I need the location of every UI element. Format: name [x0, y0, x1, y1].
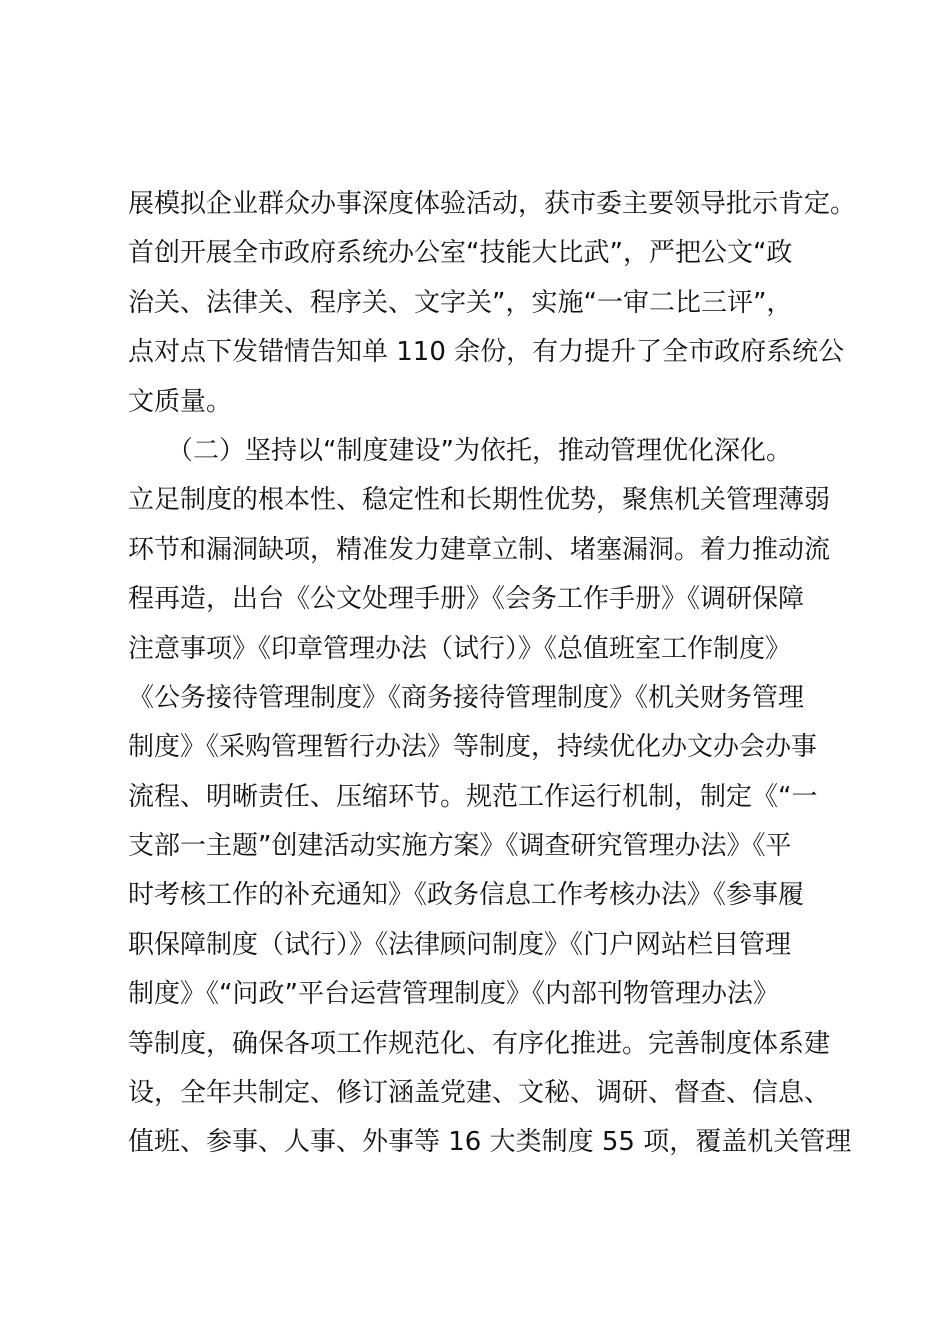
text-line: 环节和漏洞缺项，精准发力建章立制、堵塞漏洞。着力推动流: [128, 534, 831, 565]
text-line: 展模拟企业群众办事深度体验活动，获市委主要领导批示肯定。: [128, 189, 857, 219]
text-line: （二）坚持以“制度建设”为依托，推动管理优化深化。: [128, 435, 792, 466]
text-line: 流程、明晰责任、压缩环节。规范工作运行机制，制定《“一: [128, 781, 818, 812]
text-line: 点对点下发错情告知单 110 余份，有力提升了全市政府系统公: [128, 337, 845, 368]
text-line: 支部一主题”创建活动实施方案》《调查研究管理办法》《平: [128, 831, 792, 862]
text-line: 治关、法律关、程序关、文字关”，实施“一审二比三评”，: [128, 287, 793, 318]
text-line: 程再造，出台《公文处理手册》《会务工作手册》《调研保障: [128, 584, 805, 615]
text-line: 制度》《采购管理暂行办法》等制度，持续优化办文办会办事: [128, 732, 818, 763]
body-text: [128, 180, 857, 1168]
text-line: 《公务接待管理制度》《商务接待管理制度》《机关财务管理: [128, 682, 805, 713]
text-line: 首创开展全市政府系统办公室“技能大比武”，严把公文“政: [128, 238, 793, 269]
text-line: 设，全年共制定、修订涵盖党建、文秘、调研、督查、信息、: [128, 1078, 831, 1109]
text-line: 注意事项》《印章管理办法（试行）》《总值班室工作制度》: [128, 633, 792, 664]
text-line: 文质量。: [128, 386, 233, 417]
text-line: 职保障制度（试行）》《法律顾问制度》《门户网站栏目管理: [128, 929, 792, 960]
text-line: 时考核工作的补充通知》《政务信息工作考核办法》《参事履: [128, 880, 805, 911]
text-line: 值班、参事、人事、外事等 16 大类制度 55 项，覆盖机关管理: [128, 1127, 852, 1158]
text-line: 等制度，确保各项工作规范化、有序化推进。完善制度体系建: [128, 1028, 831, 1059]
text-line: 制度》《“问政”平台运营管理制度》《内部刊物管理办法》: [128, 979, 779, 1010]
text-line: 立足制度的根本性、稳定性和长期性优势，聚焦机关管理薄弱: [128, 485, 831, 516]
